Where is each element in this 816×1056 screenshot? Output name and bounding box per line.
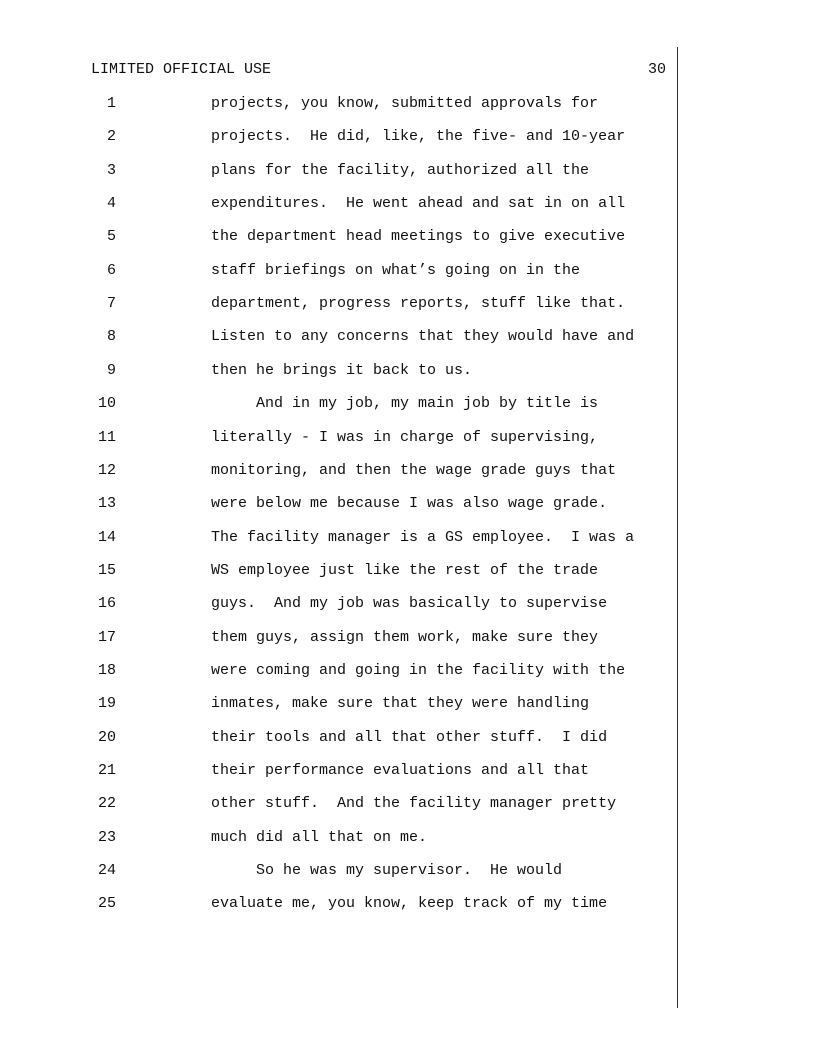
line-number: 16 [97, 595, 116, 613]
line-text: their tools and all that other stuff. I did [211, 728, 608, 746]
line-number: 20 [97, 728, 116, 746]
line-text: much did all that on me. [211, 828, 428, 846]
transcript-line [0, 761, 816, 781]
line-text: them guys, assign them work, make sure they [211, 628, 599, 646]
line-text: the department head meetings to give executive [211, 228, 626, 246]
line-text: monitoring, and then the wage grade guys that [211, 461, 617, 479]
line-text: were coming and going in the facility with the [211, 661, 626, 679]
transcript-line [0, 794, 816, 814]
line-number: 13 [97, 495, 116, 513]
line-text: plans for the facility, authorized all the [211, 161, 590, 179]
transcript-line [0, 728, 816, 748]
transcript-line [0, 594, 816, 614]
transcript-line [0, 94, 816, 114]
line-number: 24 [97, 862, 116, 880]
line-number: 10 [97, 395, 116, 413]
line-text: department, progress reports, stuff like that. [211, 295, 626, 313]
line-number: 2 [106, 128, 116, 146]
line-text: literally - I was in charge of supervising, [211, 428, 599, 446]
transcript-line [0, 127, 816, 147]
line-text: projects. He did, like, the five- and 10-year [211, 128, 626, 146]
line-number: 21 [97, 762, 116, 779]
transcript-line [0, 194, 816, 214]
line-text: The facility manager is a GS employee. I was a [211, 528, 635, 546]
line-number: 9 [106, 361, 116, 379]
transcript-line [0, 394, 816, 414]
transcript-line [0, 327, 816, 347]
line-number: 22 [97, 795, 116, 813]
line-number: 8 [106, 328, 116, 346]
line-text: inmates, make sure that they were handling [211, 695, 590, 713]
transcript-line [0, 628, 816, 648]
line-text: were below me because I was also wage grade. [211, 495, 608, 513]
transcript-line [0, 428, 816, 448]
line-number: 12 [97, 461, 116, 479]
transcript-line [0, 561, 816, 581]
page-number: 30 [647, 61, 666, 78]
line-number: 23 [97, 828, 116, 846]
line-number: 7 [106, 295, 116, 313]
transcript-line [0, 528, 816, 548]
transcript-line [0, 161, 816, 181]
transcript-line [0, 828, 816, 848]
line-number: 19 [97, 695, 116, 713]
transcript-line [0, 461, 816, 481]
transcript-line [0, 661, 816, 681]
line-number: 4 [106, 195, 116, 213]
transcript-line [0, 294, 816, 314]
line-number: 14 [97, 528, 116, 546]
line-number: 1 [106, 95, 116, 112]
transcript-line [0, 861, 816, 881]
line-text: projects, you know, submitted approvals for [211, 95, 599, 112]
line-text: evaluate me, you know, keep track of my time [211, 895, 608, 913]
line-text: expenditures. He went ahead and sat in on all [211, 195, 626, 213]
transcript-line [0, 227, 816, 247]
transcript-line [0, 261, 816, 281]
line-text: So he was my supervisor. He would [211, 862, 563, 880]
transcript-line [0, 361, 816, 381]
line-number: 6 [106, 261, 116, 279]
classification-header: LIMITED OFFICIAL USE [91, 61, 272, 78]
line-number: 3 [106, 161, 116, 179]
line-number: 18 [97, 661, 116, 679]
line-number: 11 [97, 428, 116, 446]
line-text: And in my job, my main job by title is [211, 395, 599, 413]
line-number: 5 [106, 228, 116, 246]
line-text: other stuff. And the facility manager pretty [211, 795, 617, 813]
line-text: Listen to any concerns that they would have and [211, 328, 635, 346]
transcript-line [0, 694, 816, 714]
line-text: staff briefings on what’s going on in the [211, 261, 581, 279]
line-number: 25 [97, 895, 116, 913]
transcript-line [0, 894, 816, 914]
line-number: 17 [97, 628, 116, 646]
transcript-line [0, 494, 816, 514]
line-text: guys. And my job was basically to supervise [211, 595, 608, 613]
line-text: then he brings it back to us. [211, 361, 473, 379]
line-number: 15 [97, 561, 116, 579]
line-text: their performance evaluations and all that [211, 762, 590, 779]
line-text: WS employee just like the rest of the trade [211, 561, 599, 579]
